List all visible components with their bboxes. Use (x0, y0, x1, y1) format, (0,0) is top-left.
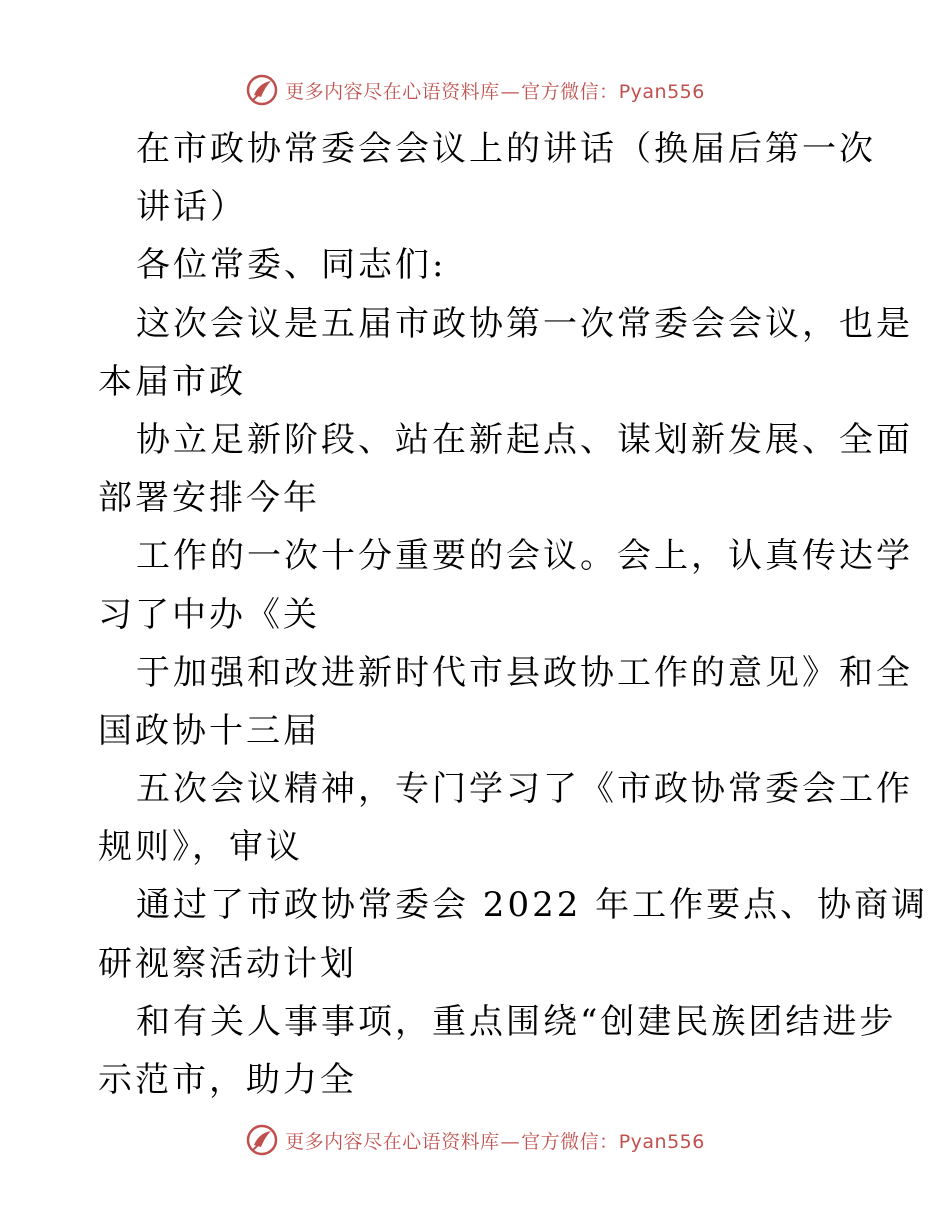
paragraph-line: 这次会议是五届市政协第一次常委会会议，也是 (136, 303, 913, 344)
paragraph-line: 通过了市政协常委会 2022 年工作要点、协商调 (136, 885, 929, 926)
paragraph-line: 研视察活动计划 (98, 943, 357, 984)
quill-seal-icon (245, 73, 279, 107)
title-line-2: 讲话） (136, 187, 247, 228)
paragraph-line: 规则》，审议 (98, 827, 303, 868)
paragraph-line: 习了中办《关 (98, 594, 320, 635)
paragraph-line: 五次会议精神，专门学习了《市政协常委会工作 (136, 769, 913, 810)
paragraph-line: 工作的一次十分重要的会议。会上，认真传达学 (136, 536, 913, 577)
title-line-1: 在市政协常委会会议上的讲话（换届后第一次 (136, 129, 876, 169)
footer-watermark (0, 1118, 950, 1162)
paragraph-line: 和有关人事事项，重点围绕“创建民族团结进步 (136, 1001, 897, 1042)
paragraph-line: 国政协十三届 (98, 710, 320, 751)
watermark-separator: — (500, 1130, 521, 1153)
watermark-wechat-id: Pyan556 (618, 80, 705, 103)
paragraph-line: 示范市，助力全 (98, 1060, 357, 1100)
paragraph-line: 协立足新阶段、站在新起点、谋划新发展、全面 (136, 419, 913, 460)
watermark-main-text: 更多内容尽在心语资料库 (285, 80, 500, 103)
watermark-separator: — (500, 80, 521, 103)
paragraph-line: 本届市政 (98, 361, 246, 402)
watermark-main-text: 更多内容尽在心语资料库 (285, 1130, 500, 1153)
paragraph-line: 部署安排今年 (98, 478, 320, 519)
document-body (98, 120, 929, 1109)
watermark-suffix-label: 官方微信： (521, 80, 619, 103)
watermark-suffix-label: 官方微信： (521, 1130, 619, 1153)
watermark-wechat-id: Pyan556 (618, 1130, 705, 1153)
watermark-text (285, 1127, 705, 1154)
quill-seal-icon (245, 1123, 279, 1157)
salutation: 各位常委、同志们: (136, 245, 447, 286)
paragraph-line: 于加强和改进新时代市县政协工作的意见》和全 (136, 652, 913, 693)
watermark-text (285, 77, 705, 104)
header-watermark (0, 68, 950, 112)
